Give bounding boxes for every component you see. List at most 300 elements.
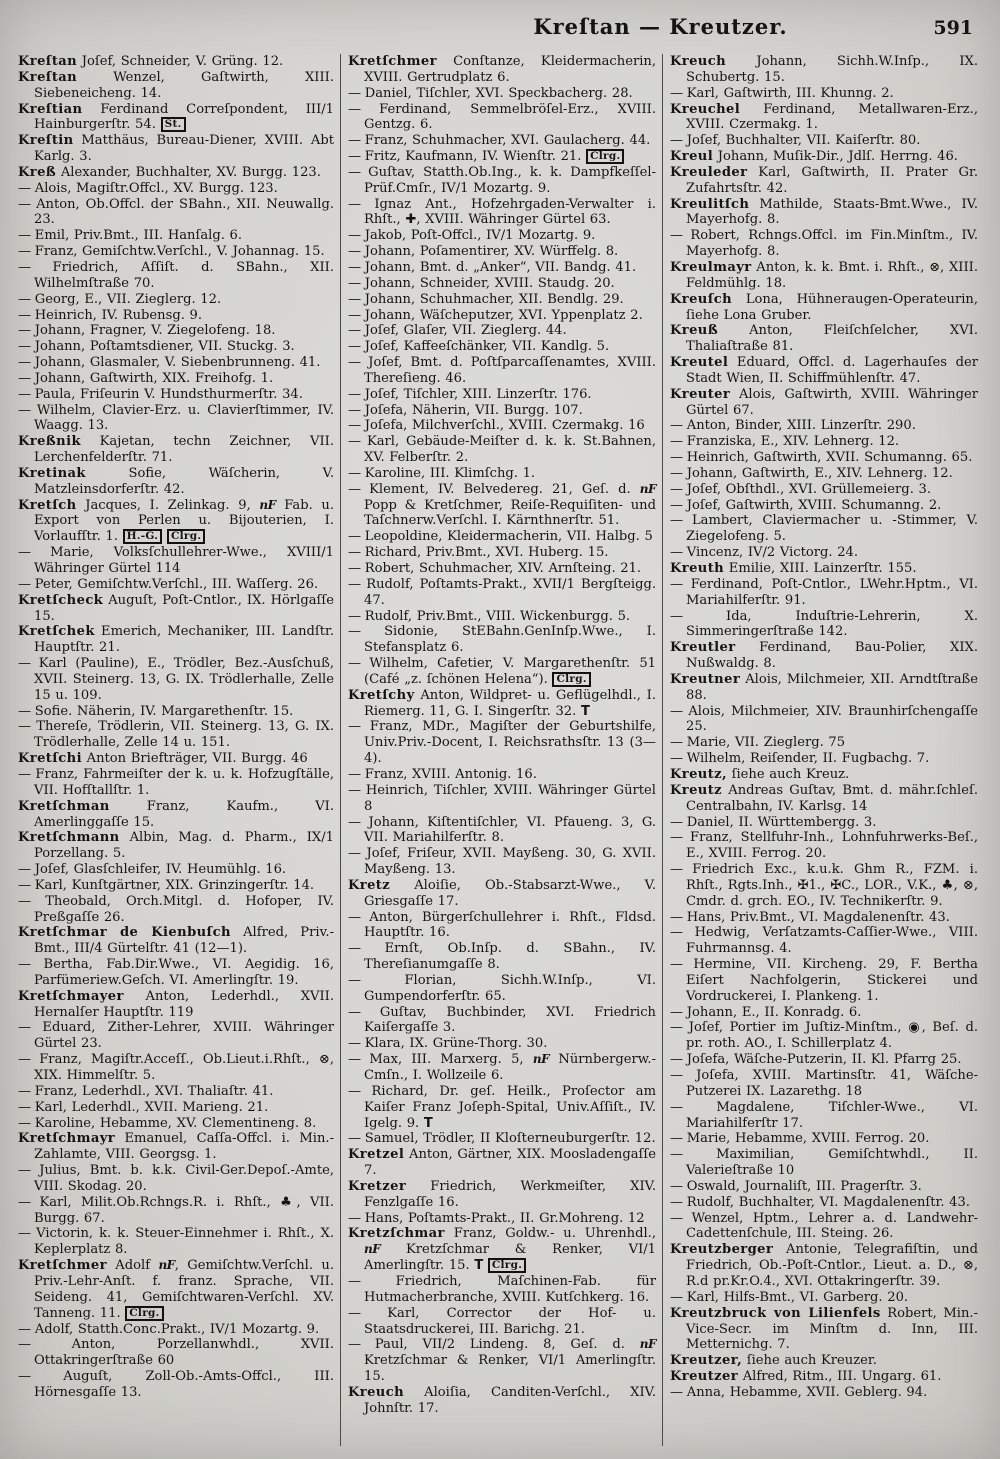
directory-entry: — Victorin, k. k. Steuer-Einnehmer i. Rhſt., X. Keplerplatz 8. (18, 1226, 334, 1258)
directory-entry: Kretz Aloiſie, Ob.-Stabsarzt-Wwe., V. Griesgaſſe 17. (348, 877, 656, 909)
directory-entry: Kreſtin Matthäus, Bureau-Diener, XVIII. Abt Karlg. 3. (18, 133, 334, 165)
ditto-dash: — (18, 1337, 31, 1353)
directory-entry: — Heinrich, Tiſchler, XVIII. Währinger Gürtel 8 (348, 782, 656, 814)
ditto-dash: — (348, 291, 361, 307)
directory-entry: — Johann, Poſtamtsdiener, VII. Stuckg. 3. (18, 339, 295, 355)
directory-entry: — Julius, Bmt. b. k.k. Civil-Ger.Depoſ.-Amte, VIII. Skodag. 20. (18, 1163, 334, 1194)
directory-entry: Kretſcheck Auguſt, Poſt-Cntlor., IX. Hörlgaſſe 15. (18, 592, 334, 624)
headword: Kreuſch (670, 291, 733, 307)
ditto-dash: — (348, 275, 361, 291)
directory-entry: — Robert, Rchngs.Offcl. im Fin.Minſtm., IV. Mayerhofg. 8. (670, 228, 978, 260)
ditto-dash: — (348, 386, 361, 402)
ditto-dash: — (670, 751, 683, 767)
boxed-tag: Clrg. (552, 672, 590, 687)
directory-entry: — Franz, XVIII. Antonig. 16. (348, 766, 537, 782)
directory-entry: — Anton, Porzellanwhdl., XVII. Ottakringerſtraße 60 (18, 1337, 334, 1369)
boxed-tag: Clrg. (488, 1258, 526, 1273)
ditto-dash: — (670, 545, 683, 561)
headword: Kretſchy (348, 687, 415, 703)
directory-entry: — Guſtav, Buchbinder, XVI. Friedrich Kaiſergaſſe 3. (348, 1004, 656, 1036)
directory-entry: — Johann, Gaſtwirth, XIX. Freihofg. 1. (18, 370, 274, 386)
column-3 (662, 54, 984, 1446)
directory-entry: — Vincenz, IV/2 Victorg. 24. (670, 545, 859, 561)
ditto-dash: — (670, 450, 683, 466)
directory-entry: Kreutz, ſiehe auch Kreuz. (670, 766, 850, 782)
ditto-dash: — (670, 925, 683, 941)
directory-entry: — Daniel, Tiſchler, XVI. Speckbacherg. 28. (348, 85, 633, 101)
directory-entry: — Karl, Kunſtgärtner, XIX. Grinzingerſtr. 14. (18, 877, 315, 893)
headword: Kretſchmayr (18, 1131, 116, 1147)
directory-entry: — Hans, Priv.Bmt., VI. Magdalenenſtr. 43. (670, 909, 950, 925)
directory-entry: — Samuel, Trödler, II Kloſterneuburgerſtr. 12. (348, 1131, 656, 1147)
registered-firm-icon: nF (158, 1258, 175, 1273)
directory-entry: — Alois, Milchmeier, XIV. Braunhirſchengaſſe 25. (670, 703, 978, 735)
ditto-dash: — (348, 941, 361, 957)
ditto-dash: — (348, 149, 361, 165)
ditto-dash: — (18, 1020, 31, 1036)
directory-entry: Kretſchmayr Emanuel, Caſſa-Offcl. i. Min.-Zahlamte, VIII. Georgsg. 1. (18, 1131, 334, 1163)
directory-entry: — Sofie. Näherin, IV. Margarethenſtr. 15. (18, 703, 294, 719)
directory-entry: Kreuleder Karl, Gaſtwirth, II. Prater Gr. Zufahrtsſtr. 42. (670, 164, 978, 196)
ditto-dash: — (18, 703, 31, 719)
directory-entry: — Joſef, Gaſtwirth, XVIII. Schumanng. 2. (670, 497, 942, 513)
ditto-dash: — (348, 846, 361, 862)
directory-entry: — Adolf, Statth.Conc.Prakt., IV/1 Mozartg. 9. (18, 1321, 320, 1337)
page-number: 591 (933, 17, 974, 39)
directory-entry: Kreutler Ferdinand, Bau-Polier, XIX. Nußwaldg. 8. (670, 640, 978, 672)
ditto-dash: — (348, 196, 361, 212)
registered-firm-icon: nF (259, 497, 276, 512)
directory-entry: — Marie, VII. Zieglerg. 75 (670, 735, 846, 751)
directory-entry: — Rudolf, Buchhalter, VI. Magdalenenſtr. 43. (670, 1194, 970, 1210)
ditto-dash: — (670, 1099, 683, 1115)
directory-entry: Kreutel Eduard, Offcl. d. Lagerhauſes der Stadt Wien, II. Schiffmühlenſtr. 47. (670, 355, 978, 386)
directory-entry: — Joſef, Buchhalter, VII. Kaiſerſtr. 80. (670, 133, 921, 149)
ditto-dash: — (348, 909, 361, 925)
directory-entry: Kretſchek Emerich, Mechaniker, III. Landſtr. Hauptſtr. 21. (18, 624, 334, 656)
ditto-dash: — (18, 259, 31, 275)
headword: Kreſtan (18, 69, 78, 85)
headword: Kreutzbruck von Lilienfels (670, 1305, 881, 1321)
column-2 (340, 54, 662, 1446)
directory-entry: — Daniel, II. Württembergg. 3. (670, 814, 877, 830)
ditto-dash: — (348, 307, 361, 323)
directory-entry: — Joſef, Obſthdl., XVI. Grüllemeierg. 3. (670, 481, 932, 497)
directory-entry: — Emil, Priv.Bmt., III. Hanſalg. 6. (18, 228, 243, 244)
headword: Kretſchi (18, 751, 82, 767)
ditto-dash: — (670, 228, 683, 244)
directory-entry: — Johann, E., II. Konradg. 6. (670, 1004, 862, 1020)
ditto-dash: — (670, 862, 683, 878)
headword: Kreutz (670, 782, 723, 798)
headword: Kreuch (670, 54, 727, 69)
ditto-dash: — (348, 1273, 361, 1289)
directory-entry: — Ferdinand, Poſt-Cntlor., LWehr.Hptm., VI. Mariahilferſtr. 91. (670, 576, 978, 608)
headword: Kreutel (670, 355, 729, 371)
directory-entry: — Auguſt, Zoll-Ob.-Amts-Offcl., III. Hörnesgaſſe 13. (18, 1369, 334, 1400)
directory-entry: — Johann, Poſamentirer, XV. Würffelg. 8. (348, 244, 619, 260)
directory-entry: — Marie, Hebamme, XVIII. Ferrog. 20. (670, 1131, 930, 1147)
directory-entry: — Fritz, Kaufmann, IV. Wienſtr. 21. Clrg. (348, 149, 656, 165)
ditto-dash: — (348, 972, 361, 988)
ditto-dash: — (348, 608, 361, 624)
directory-entry: — Jakob, Poſt-Offcl., IV/1 Mozartg. 9. (348, 228, 596, 244)
ditto-dash: — (670, 1147, 683, 1163)
ditto-dash: — (18, 1163, 31, 1179)
directory-entry: — Franz, Lederhdl., XVI. Thaliaſtr. 41. (18, 1083, 274, 1099)
boxed-tag: Clrg. (167, 529, 205, 544)
ditto-dash: — (348, 434, 361, 450)
directory-entry: Kreuch Johann, Sichh.W.Inſp., IX. Schubertg. 15. (670, 54, 978, 85)
headword: Kretſchek (18, 624, 95, 640)
directory-entry: Kreuſch Lona, Hühneraugen-Operateurin, ſiehe Lona Gruber. (670, 291, 978, 323)
telephone-icon: T (423, 1115, 433, 1131)
page-header (18, 14, 985, 48)
directory-entry: — Max, III. Marxerg. 5, nF Nürnbergerw.-Cmſn., I. Wollzeile 6. (348, 1052, 656, 1083)
ditto-dash: — (348, 418, 361, 434)
ditto-dash: — (18, 862, 31, 878)
directory-entry: — Hermine, VII. Kircheng. 29, F. Bertha Eiſert Nachfolgerin, Stickerei und Vordruckerei, I. Plankeng. 1. (670, 957, 978, 1004)
directory-entry: — Karl, Milit.Ob.Rchngs.R. i. Rhſt., ♣, VII. Burgg. 67. (18, 1194, 334, 1226)
headword: Kretſchmer (348, 54, 437, 69)
directory-entry: — Johann, Schuhmacher, XII. Bendlg. 29. (348, 291, 624, 307)
directory-entry: — Guſtav, Statth.Ob.Ing., k. k. Dampfkeſſel-Prüf.Cmſr., IV/1 Mozartg. 9. (348, 164, 656, 196)
directory-entry: Kretſchmann Albin, Mag. d. Pharm., IX/1 Porzellang. 5. (18, 830, 334, 862)
headword: Kreß (18, 164, 57, 180)
headword: Kreuter (670, 386, 731, 402)
ditto-dash: — (348, 85, 361, 101)
ditto-dash: — (670, 1289, 683, 1305)
directory-entry: Kretſchmer Conſtanze, Kleidermacherin, XVIII. Gertrudplatz 6. (348, 54, 656, 85)
headword: Kretſcheck (18, 592, 104, 608)
directory-entry: Kretſchmer Adolf nF, Gemiſchtw.Verſchl. u. Priv.-Lehr-Anſt. f. franz. Sprache, VII. Seideng. 41, Gemiſchtwaren-Verſchl. XV. Tanneng. 11. Clrg. (18, 1258, 334, 1321)
directory-entry: — Ernſt, Ob.Inſp. d. SBahn., IV. Thereſianumgaſſe 8. (348, 941, 656, 973)
ditto-dash: — (348, 481, 361, 497)
headword: Kreutzberger (670, 1242, 774, 1258)
ditto-dash: — (18, 957, 31, 973)
directory-entry: — Franz, Stellfuhr-Inh., Lohnfuhrwerks-Beſ., E., XVIII. Ferrog. 20. (670, 830, 978, 862)
ditto-dash: — (670, 1068, 683, 1083)
ditto-dash: — (348, 1305, 361, 1321)
ditto-dash: — (18, 402, 31, 418)
headword: Kreulitſch (670, 196, 750, 212)
directory-entry: Kreutzer, ſiehe auch Kreuzer. (670, 1353, 877, 1369)
ditto-dash: — (18, 355, 31, 371)
directory-entry: — Sidonie, StEBahn.GenInſp.Wwe., I. Stefansplatz 6. (348, 624, 656, 656)
directory-entry: — Ida, Induſtrie-Lehrerin, X. Simmeringerſtraße 142. (670, 608, 978, 640)
directory-entry: — Joſef, Glasſchleifer, IV. Heumühlg. 16. (18, 862, 287, 878)
ditto-dash: — (348, 624, 361, 640)
ditto-dash: — (348, 814, 361, 830)
headword: Kretſchmann (18, 830, 120, 846)
ditto-dash: — (670, 465, 683, 481)
ditto-dash: — (670, 909, 683, 925)
directory-entry: Kreſtian Ferdinand Correſpondent, III/1 Hainburgerſtr. 54. St. (18, 101, 334, 133)
directory-entry: Kreſtan Joſef, Schneider, V. Grüng. 12. (18, 54, 284, 69)
directory-entry: — Heinrich, Gaſtwirth, XVII. Schumanng. 65. (670, 450, 973, 466)
headword: Kreſtian (18, 101, 83, 117)
ditto-dash: — (18, 386, 31, 402)
ditto-dash: — (18, 1099, 31, 1115)
directory-entry: Kreutz Andreas Guſtav, Bmt. d. mähr.ſchleſ. Centralbahn, IV. Karlsg. 14 (670, 782, 978, 814)
directory-entry: — Robert, Schuhmacher, XIV. Arnſteing. 21. (348, 561, 642, 576)
ditto-dash: — (18, 1052, 31, 1068)
directory-entry: — Friedrich, Maſchinen-Fab. für Hutmacherbranche, XVIII. Kutſchkerg. 16. (348, 1273, 656, 1305)
directory-entry: Kreul Johann, Muſik-Dir., Jdlſ. Herrng. 46. (670, 149, 958, 165)
directory-entry: — Joſefa, XVIII. Martinsſtr. 41, Wäſche-Putzerei IX. Lazarethg. 18 (670, 1068, 978, 1099)
boxed-tag: St. (161, 117, 186, 132)
directory-entry: — Wilhelm, Cafetier, V. Margarethenſtr. 51 (Café „z. ſchönen Helena“). Clrg. (348, 656, 656, 687)
directory-entry: Kreßnik Kajetan, techn Zeichner, VII. Lerchenfelderſtr. 71. (18, 434, 334, 466)
ditto-dash: — (348, 1083, 361, 1099)
ditto-dash: — (18, 244, 31, 260)
directory-entry: Kreſtan Wenzel, Gaſtwirth, XIII. Siebeneicheng. 14. (18, 69, 334, 101)
ditto-dash: — (670, 1194, 683, 1210)
headword: Kretz (348, 877, 391, 893)
ditto-dash: — (670, 576, 683, 592)
ditto-dash: — (18, 180, 31, 196)
telephone-icon: T (474, 1258, 484, 1274)
registered-firm-icon: nF (364, 1242, 381, 1257)
ditto-dash: — (348, 1337, 361, 1353)
directory-entry: — Ferdinand, Semmelbröſel-Erz., XVIII. Gentzg. 6. (348, 101, 656, 133)
headword: Kretzer (348, 1178, 407, 1194)
ditto-dash: — (18, 656, 31, 672)
ditto-dash: — (18, 893, 31, 909)
directory-entry: Kreuth Emilie, XIII. Lainzerſtr. 155. (670, 561, 917, 576)
directory-entry: Kreutzer Alfred, Ritm., III. Ungarg. 61. (670, 1369, 942, 1385)
headword: Kreuleder (670, 164, 748, 180)
headword: Kretinak (18, 465, 86, 481)
ditto-dash: — (670, 481, 683, 497)
directory-entry: — Wilhelm, Clavier-Erz. u. Clavierſtimmer, IV. Waagg. 13. (18, 402, 334, 434)
headword: Kretſchmar de Kienbuſch (18, 925, 231, 941)
headword: Kreuch (348, 1384, 405, 1400)
directory-entry: — Joſefa, Wäſche-Putzerin, II. Kl. Pfarrg 25. (670, 1052, 962, 1068)
directory-entry: — Joſef, Kaffeeſchänker, VII. Kandlg. 5. (348, 339, 610, 355)
headword: Kretſchmayer (18, 988, 124, 1004)
ditto-dash: — (348, 561, 361, 576)
directory-entry: Kreuter Alois, Gaſtwirth, XVIII. Währinger Gürtel 67. (670, 386, 978, 418)
ditto-dash: — (18, 1083, 31, 1099)
directory-entry: — Anton, Binder, XIII. Linzerſtr. 290. (670, 418, 916, 434)
directory-entry: Kretſchman Franz, Kaufm., VI. Amerlinggaſſe 15. (18, 798, 334, 830)
boxed-tag: H.-G. (123, 529, 163, 544)
directory-entry: Kreuchel Ferdinand, Metallwaren-Erz., XVIII. Czermakg. 1. (670, 101, 978, 133)
headword: Kreſtan (18, 54, 78, 69)
directory-entry: — Franz, Schuhmacher, XVI. Gaulacherg. 44. (348, 133, 651, 149)
ditto-dash: — (18, 370, 31, 386)
registered-firm-icon: nF (532, 1052, 550, 1067)
ditto-dash: — (348, 1036, 361, 1052)
directory-entry: Kretſch Jacques, I. Zelinkag. 9, nF Fab. u. Export von Perlen u. Bijouterien, I. Vorlaufſtr. 1. H.-G. Clrg. (18, 497, 334, 545)
directory-entry: — Karl, Gaſtwirth, III. Khunng. 2. (670, 85, 894, 101)
ditto-dash: — (18, 291, 31, 307)
directory-entry: — Eduard, Zither-Lehrer, XVIII. Währinger Gürtel 23. (18, 1020, 334, 1052)
ditto-dash: — (670, 957, 683, 973)
directory-entry: — Karl, Corrector der Hof- u. Staatsdruckerei, III. Barichg. 21. (348, 1305, 656, 1337)
ditto-dash: — (348, 719, 361, 735)
registered-firm-icon: nF (639, 1337, 656, 1352)
directory-entry: — Anton, Ob.Offcl. der SBahn., XII. Neuwallg. 23. (18, 196, 334, 228)
directory-entry: — Heinrich, IV. Rubensg. 9. (18, 307, 203, 323)
ditto-dash: — (18, 1321, 31, 1337)
ditto-dash: — (670, 1020, 683, 1036)
directory-entry: — Paul, VII/2 Lindeng. 8, Geſ. d. nF Kretzſchmar & Renker, VI/1 Amerlingſtr. 15. (348, 1337, 656, 1385)
directory-entry: — Ignaz Ant., Hofzehrgaden-Verwalter i. Rhſt., ✚, XVIII. Währinger Gürtel 63. (348, 196, 656, 228)
ditto-dash: — (670, 418, 683, 434)
directory-entry: — Joſef, Portier im Juſtiz-Minſtm., ◉, Beſ. d. pr. roth. AO., I. Schillerplatz 4. (670, 1020, 978, 1052)
ditto-dash: — (348, 259, 361, 275)
ditto-dash: — (670, 133, 683, 149)
ditto-dash: — (18, 545, 31, 561)
directory-entry: Kretzel Anton, Gärtner, XIX. Moosladengaſſe 7. (348, 1147, 656, 1179)
directory-entry: Kreutzbruck von Lilienfels Robert, Min.-Vice-Secr. im Minſtm d. Inn, III. Metternichg. 7. (670, 1305, 978, 1353)
directory-entry: — Karl, Lederhdl., XVII. Marieng. 21. (18, 1099, 269, 1115)
ditto-dash: — (348, 1131, 361, 1147)
directory-entry: Kretzer Friedrich, Werkmeiſter, XIV. Fenzlgaſſe 16. (348, 1178, 656, 1210)
directory-entry: — Theobald, Orch.Mitgl. d. Hofoper, IV. Preßgaſſe 26. (18, 893, 334, 925)
headword: Kreßnik (18, 434, 81, 450)
directory-entry: — Maximilian, Gemiſchtwhdl., II. Valerieſtraße 10 (670, 1147, 978, 1179)
ditto-dash: — (348, 656, 361, 672)
directory-entry: Kreuß Anton, Fleiſchſelcher, XVI. Thaliaſtraße 81. (670, 323, 978, 355)
directory-entry: — Richard, Priv.Bmt., XVI. Huberg. 15. (348, 545, 609, 561)
directory-entry: Kretſchi Anton Briefträger, VII. Burgg. 46 (18, 751, 308, 767)
directory-entry: — Johann, Gaſtwirth, E., XIV. Lehnerg. 12. (670, 465, 953, 481)
directory-entry: — Thereſe, Trödlerin, VII. Steinerg. 13, G. IX. Trödlerhalle, Zelle 14 u. 151. (18, 719, 334, 751)
boxed-tag: Clrg. (125, 1306, 163, 1321)
ditto-dash: — (348, 244, 361, 260)
headword: Kreutner (670, 671, 741, 687)
ditto-dash: — (670, 1210, 683, 1226)
directory-entry: — Karoline, Hebamme, XV. Clementineng. 8. (18, 1115, 317, 1131)
directory-entry: — Magdalene, Tiſchler-Wwe., VI. Mariahilferſtr 17. (670, 1099, 978, 1131)
directory-entry: Kreß Alexander, Buchhalter, XV. Burgg. 123. (18, 164, 321, 180)
directory-entry: — Rudolf, Priv.Bmt., VIII. Wickenburgg. 5. (348, 608, 631, 624)
ditto-dash: — (348, 1052, 361, 1068)
ditto-dash: — (348, 529, 361, 545)
directory-entry: — Anna, Hebamme, XVII. Geblerg. 94. (670, 1384, 928, 1400)
directory-entry: Kretinak Sofie, Wäſcherin, V. Matzleinsdorferſtr. 42. (18, 465, 334, 497)
ditto-dash: — (670, 608, 683, 624)
directory-entry: — Bertha, Fab.Dir.Wwe., VI. Aegidig. 16, Parfümeriew.Geſch. VI. Amerlingſtr. 19. (18, 957, 334, 988)
headword: Kreuchel (670, 101, 741, 117)
ditto-dash: — (670, 735, 683, 751)
directory-entry: — Karl, Gebäude-Meiſter d. k. k. St.Bahnen, XV. Felberſtr. 2. (348, 434, 656, 466)
ditto-dash: — (670, 1384, 683, 1400)
directory-entry: — Franziska, E., XIV. Lehnerg. 12. (670, 434, 900, 450)
directory-entry: — Marie, Volksſchullehrer-Wwe., XVIII/1 Währinger Gürtel 114 (18, 545, 334, 576)
headword: Kreſtin (18, 133, 74, 149)
ditto-dash: — (670, 497, 683, 513)
directory-entry: — Franz, MDr., Magiſter der Geburtshilfe, Univ.Priv.-Docent, I. Reichsrathsſtr. 13 (3—4). (348, 719, 656, 767)
directory-entry: — Leopoldine, Kleidermacherin, VII. Halbg. 5 (348, 529, 653, 545)
ditto-dash: — (18, 1226, 31, 1242)
directory-entry: — Johann, Schneider, XVIII. Staudg. 20. (348, 275, 615, 291)
directory-entry: — Johann, Kiſtentiſchler, VI. Pfaueng. 3, G. VII. Mariahilferſtr. 8. (348, 814, 656, 846)
directory-entry: — Alois, Magiſtr.Offcl., XV. Burgg. 123. (18, 180, 278, 196)
directory-entry: — Lambert, Claviermacher u. -Stimmer, V. Ziegelofeng. 5. (670, 513, 978, 545)
directory-entry: — Joſef, Friſeur, XVII. Mayßeng. 30, G. XVII. Mayßeng. 13. (348, 846, 656, 878)
ditto-dash: — (670, 1052, 683, 1068)
directory-entry: — Klara, IX. Grüne-Thorg. 30. (348, 1036, 548, 1052)
ditto-dash: — (18, 1115, 31, 1131)
ditto-dash: — (18, 339, 31, 355)
directory-entry: — Friedrich Exc., k.u.k. Ghm R., FZM. i. Rhſt., Rgts.Inh., ✠1., ✠C., LOR., V.K., ♣, ⊗, Cmdr. d. grch. EO., IV. Technikerſtr. 9. (670, 862, 978, 909)
ditto-dash: — (348, 545, 361, 561)
ditto-dash: — (670, 1178, 683, 1194)
headword: Kreutzer, (670, 1353, 743, 1369)
column-1 (18, 54, 340, 1446)
ditto-dash: — (18, 196, 31, 212)
ditto-dash: — (18, 766, 31, 782)
ditto-dash: — (348, 133, 361, 149)
headword: Kreuth (670, 561, 725, 576)
headword: Kreul (670, 149, 714, 165)
ditto-dash: — (18, 719, 31, 735)
directory-entry: — Peter, Gemiſchtw.Verſchl., III. Waſſerg. 26. (18, 576, 319, 592)
ditto-dash: — (18, 1194, 31, 1210)
directory-entry: — Florian, Sichh.W.Inſp., VI. Gumpendorferſtr. 65. (348, 972, 656, 1004)
directory-entry: — Franz, Fahrmeiſter der k. u. k. Hofzugſtälle, VII. Hofſtallſtr. 1. (18, 766, 334, 798)
directory-entry: — Franz, Magiſtr.Acceſſ., Ob.Lieut.i.Rhſt., ⊗, XIX. Himmelſtr. 5. (18, 1052, 334, 1083)
headword: Kretſchman (18, 798, 110, 814)
directory-entry: — Klement, IV. Belvedereg. 21, Geſ. d. nF Popp & Kretſchmer, Reiſe-Requiſiten- und Taſchnerw.Verſchl. I. Kärnthnerſtr. 51. (348, 481, 656, 529)
directory-entry: Kretſchmayer Anton, Lederhdl., XVII. Hernalſer Hauptſtr. 119 (18, 988, 334, 1020)
directory-entry: — Karl (Pauline), E., Trödler, Bez.-Ausſchuß, XVII. Steinerg. 13, G. IX. Trödlerhalle, Zelle 15 u. 109. (18, 656, 334, 703)
ditto-dash: — (348, 402, 361, 418)
directory-entry: — Hedwig, Verſatzamts-Caſſier-Wwe., VIII. Fuhrmannsg. 4. (670, 925, 978, 957)
ditto-dash: — (18, 228, 31, 244)
directory-entry: — Joſef, Glaſer, VII. Zieglerg. 44. (348, 323, 567, 339)
directory-entry: Kreulitſch Mathilde, Staats-Bmt.Wwe., IV. Mayerhofg. 8. (670, 196, 978, 228)
directory-entry: — Oswald, Journaliſt, III. Pragerſtr. 3. (670, 1178, 922, 1194)
ditto-dash: — (18, 323, 31, 339)
headword: Kreutler (670, 640, 736, 656)
ditto-dash: — (348, 228, 361, 244)
ditto-dash: — (348, 355, 361, 371)
headword: Kretzel (348, 1147, 405, 1163)
boxed-tag: Clrg. (586, 149, 624, 164)
directory-entry: Kretſchy Anton, Wildpret- u. Geflügelhdl., I. Riemerg. 11, G. I. Singerſtr. 32. T (348, 687, 656, 719)
headword: Kretſchmer (18, 1258, 107, 1274)
ditto-dash: — (348, 465, 361, 481)
directory-entry: Kreuch Aloiſia, Canditen-Verſchl., XIV. Johnſtr. 17. (348, 1384, 656, 1416)
ditto-dash: — (348, 782, 361, 798)
directory-entry: — Joſef, Bmt. d. Poſtſparcaſſenamtes, XVIII. Thereſieng. 46. (348, 355, 656, 386)
directory-entry: — Joſefa, Milchverſchl., XVIII. Czermakg. 16 (348, 418, 645, 434)
directory-entry: Kreutner Alois, Milchmeier, XII. Arndtſtraße 88. (670, 671, 978, 703)
directory-entry: — Karl, Hilfs-Bmt., VI. Garberg. 20. (670, 1289, 909, 1305)
headword: Kreutzer (670, 1369, 739, 1385)
ditto-dash: — (670, 1131, 683, 1147)
headword: Kretſch (18, 497, 77, 513)
page-title: Kreſtan — Kreutzer. (533, 14, 788, 39)
directory-entry: — Paula, Friſeurin V. Hundsthurmerſtr. 34. (18, 386, 303, 402)
directory-entry: — Friedrich, Aſſiſt. d. SBahn., XII. Wilhelmſtraße 70. (18, 259, 334, 291)
directory-entry: — Joſef, Tiſchler, XIII. Linzerſtr. 176. (348, 386, 592, 402)
directory-entry: — Georg, E., VII. Zieglerg. 12. (18, 291, 222, 307)
ditto-dash: — (348, 1004, 361, 1020)
directory-entry: — Wilhelm, Reiſender, II. Fugbachg. 7. (670, 751, 930, 767)
directory-entry: — Rudolf, Poſtamts-Prakt., XVII/1 Bergſteigg. 47. (348, 576, 656, 608)
headword: Kreuß (670, 323, 719, 339)
ditto-dash: — (348, 1210, 361, 1226)
ditto-dash: — (348, 576, 361, 592)
directory-entry: — Wenzel, Hptm., Lehrer a. d. Landwehr-Cadettenſchule, III. Steing. 26. (670, 1210, 978, 1242)
headword: Kreutz, (670, 766, 727, 782)
